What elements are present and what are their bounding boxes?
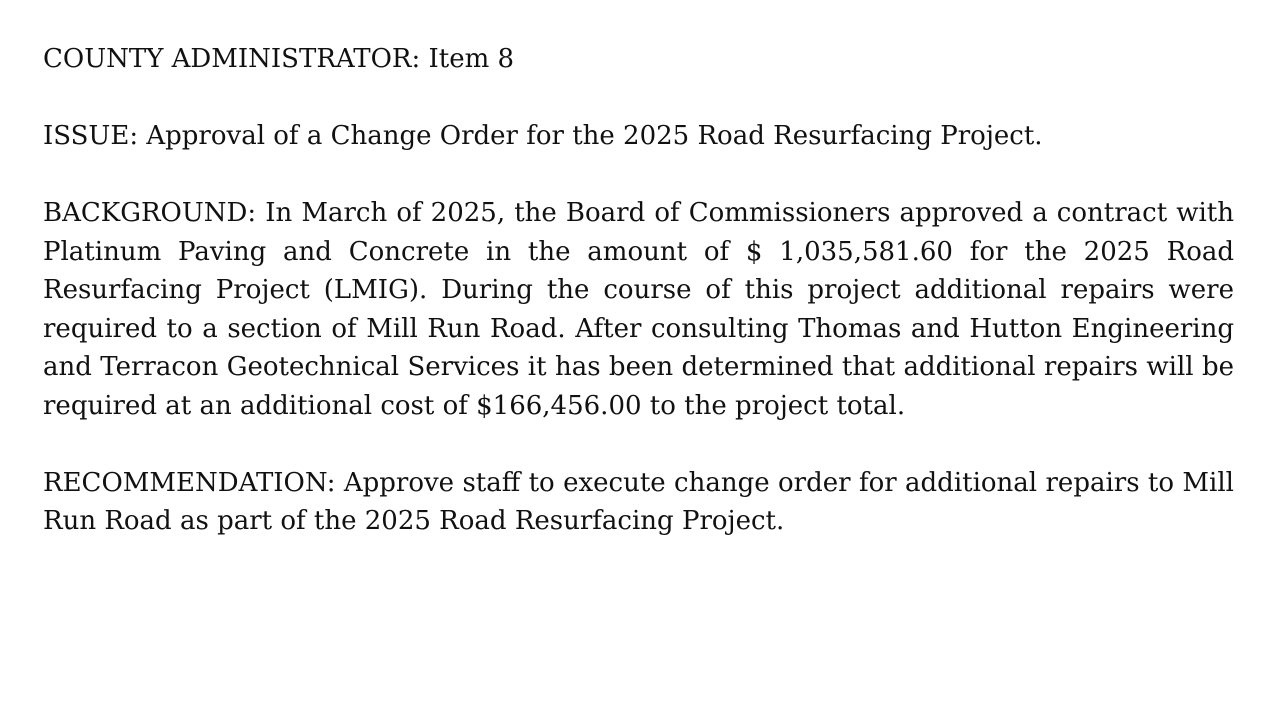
background-section — [43, 194, 1234, 425]
background-text: In March of 2025, the Board of Commissioners approved a contract with Platinum Paving and Concrete in the amount of $ 1,035,581.60 for the 2025 Road Resurfacing Project (LMIG). During the course of this project additional repairs were required to a section of Mill Run Road. After consulting Thomas and Hutton Engineering and Terracon Geotechnical Services it has been determined that additional repairs will be required at an additional cost of $166,456.00 to the project total. — [43, 198, 1235, 421]
recommendation-text: Approve staff to execute change order for additional repairs to Mill Run Road as part of the 2025 Road Resurfacing Project. — [43, 467, 1234, 536]
issue-label: ISSUE: — [43, 121, 139, 151]
issue-section — [43, 117, 1234, 156]
recommendation-section — [43, 464, 1234, 541]
memo-document — [43, 40, 1234, 579]
administrator-section — [43, 40, 1234, 79]
background-label: BACKGROUND: — [43, 198, 257, 228]
administrator-value: Item 8 — [428, 44, 515, 74]
recommendation-label: RECOMMENDATION: — [43, 467, 336, 498]
issue-text: Approval of a Change Order for the 2025 Road Resurfacing Project. — [146, 121, 1043, 151]
administrator-label: COUNTY ADMINISTRATOR: — [43, 44, 421, 74]
